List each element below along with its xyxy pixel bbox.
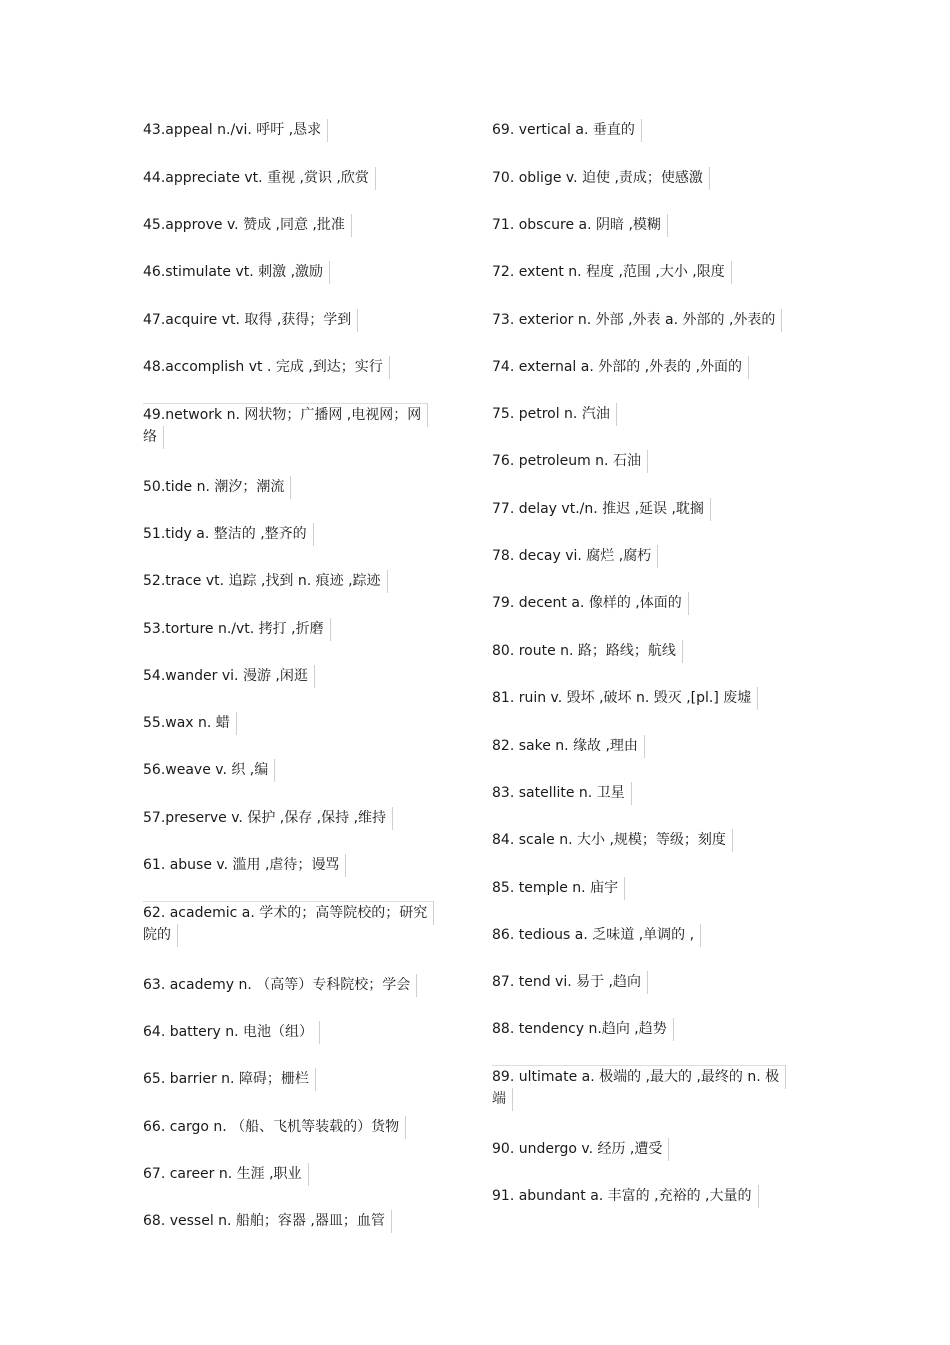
vocab-entry: 43.appeal n./vi. 呼吁 ,恳求 (143, 119, 328, 142)
vocab-entry: 57.preserve v. 保护 ,保存 ,保持 ,维持 (143, 807, 393, 830)
vocab-entry: 49.network n. 网状物；广播网 ,电视网；网 (143, 403, 428, 427)
vocab-entry: 46.stimulate vt. 刺激 ,激励 (143, 261, 330, 284)
vocab-entry: 73. exterior n. 外部 ,外表 a. 外部的 ,外表的 (492, 309, 782, 332)
vocab-entry: 56.weave v. 织 ,编 (143, 759, 275, 782)
vocab-entry: 80. route n. 路；路线；航线 (492, 640, 683, 663)
vocab-entry-continuation: 络 (143, 426, 164, 449)
vocab-entry: 78. decay vi. 腐烂 ,腐朽 (492, 545, 658, 568)
vocab-entry: 71. obscure a. 阴暗 ,模糊 (492, 214, 668, 237)
vocab-entry: 62. academic a. 学术的；高等院校的；研究 (143, 901, 434, 925)
vocab-entry: 76. petroleum n. 石油 (492, 450, 648, 473)
vocab-entry: 89. ultimate a. 极端的 ,最大的 ,最终的 n. 极 (492, 1065, 786, 1089)
vocab-entry: 88. tendency n.趋向 ,趋势 (492, 1018, 674, 1041)
vocab-entry: 48.accomplish vt . 完成 ,到达；实行 (143, 356, 390, 379)
vocab-entry: 52.trace vt. 追踪 ,找到 n. 痕迹 ,踪迹 (143, 570, 388, 593)
vocab-entry: 45.approve v. 赞成 ,同意 ,批准 (143, 214, 352, 237)
vocab-entry: 75. petrol n. 汽油 (492, 403, 617, 426)
vocab-entry: 77. delay vt./n. 推迟 ,延误 ,耽搁 (492, 498, 711, 521)
vocab-entry: 74. external a. 外部的 ,外表的 ,外面的 (492, 356, 749, 379)
vocab-entry: 64. battery n. 电池（组） (143, 1021, 320, 1044)
vocab-entry: 84. scale n. 大小 ,规模；等级；刻度 (492, 829, 733, 852)
vocab-entry: 72. extent n. 程度 ,范围 ,大小 ,限度 (492, 261, 732, 284)
vocab-entry: 68. vessel n. 船舶；容器 ,器皿；血管 (143, 1210, 392, 1233)
vocab-entry: 67. career n. 生涯 ,职业 (143, 1163, 309, 1186)
vocab-entry: 85. temple n. 庙宇 (492, 877, 625, 900)
vocab-entry: 44.appreciate vt. 重视 ,赏识 ,欣赏 (143, 167, 376, 190)
vocab-entry: 65. barrier n. 障碍；栅栏 (143, 1068, 316, 1091)
vocab-entry: 47.acquire vt. 取得 ,获得；学到 (143, 309, 358, 332)
vocab-entry: 53.torture n./vt. 拷打 ,折磨 (143, 618, 331, 641)
vocab-entry: 83. satellite n. 卫星 (492, 782, 632, 805)
vocab-entry: 82. sake n. 缘故 ,理由 (492, 735, 645, 758)
vocab-entry: 50.tide n. 潮汐；潮流 (143, 476, 291, 499)
vocab-entry-continuation: 端 (492, 1088, 513, 1111)
vocab-entry: 54.wander vi. 漫游 ,闲逛 (143, 665, 315, 688)
vocab-entry: 86. tedious a. 乏味道 ,单调的 , (492, 924, 701, 947)
vocab-entry: 70. oblige v. 迫使 ,责成；使感激 (492, 167, 710, 190)
vocab-entry: 81. ruin v. 毁坏 ,破坏 n. 毁灭 ,[pl.] 废墟 (492, 687, 758, 710)
vocab-entry: 79. decent a. 像样的 ,体面的 (492, 592, 689, 615)
vocab-entry: 90. undergo v. 经历 ,遭受 (492, 1138, 669, 1161)
vocab-entry: 51.tidy a. 整洁的 ,整齐的 (143, 523, 314, 546)
vocab-entry: 63. academy n. （高等）专科院校；学会 (143, 974, 417, 997)
vocab-entry: 66. cargo n. （船、飞机等装载的）货物 (143, 1116, 406, 1139)
vocab-entry: 91. abundant a. 丰富的 ,充裕的 ,大量的 (492, 1185, 759, 1208)
vocab-entry: 87. tend vi. 易于 ,趋向 (492, 971, 648, 994)
vocab-entry: 69. vertical a. 垂直的 (492, 119, 642, 142)
vocab-entry-continuation: 院的 (143, 924, 178, 947)
vocab-entry: 55.wax n. 蜡 (143, 712, 237, 735)
vocab-entry: 61. abuse v. 滥用 ,虐待；谩骂 (143, 854, 346, 877)
